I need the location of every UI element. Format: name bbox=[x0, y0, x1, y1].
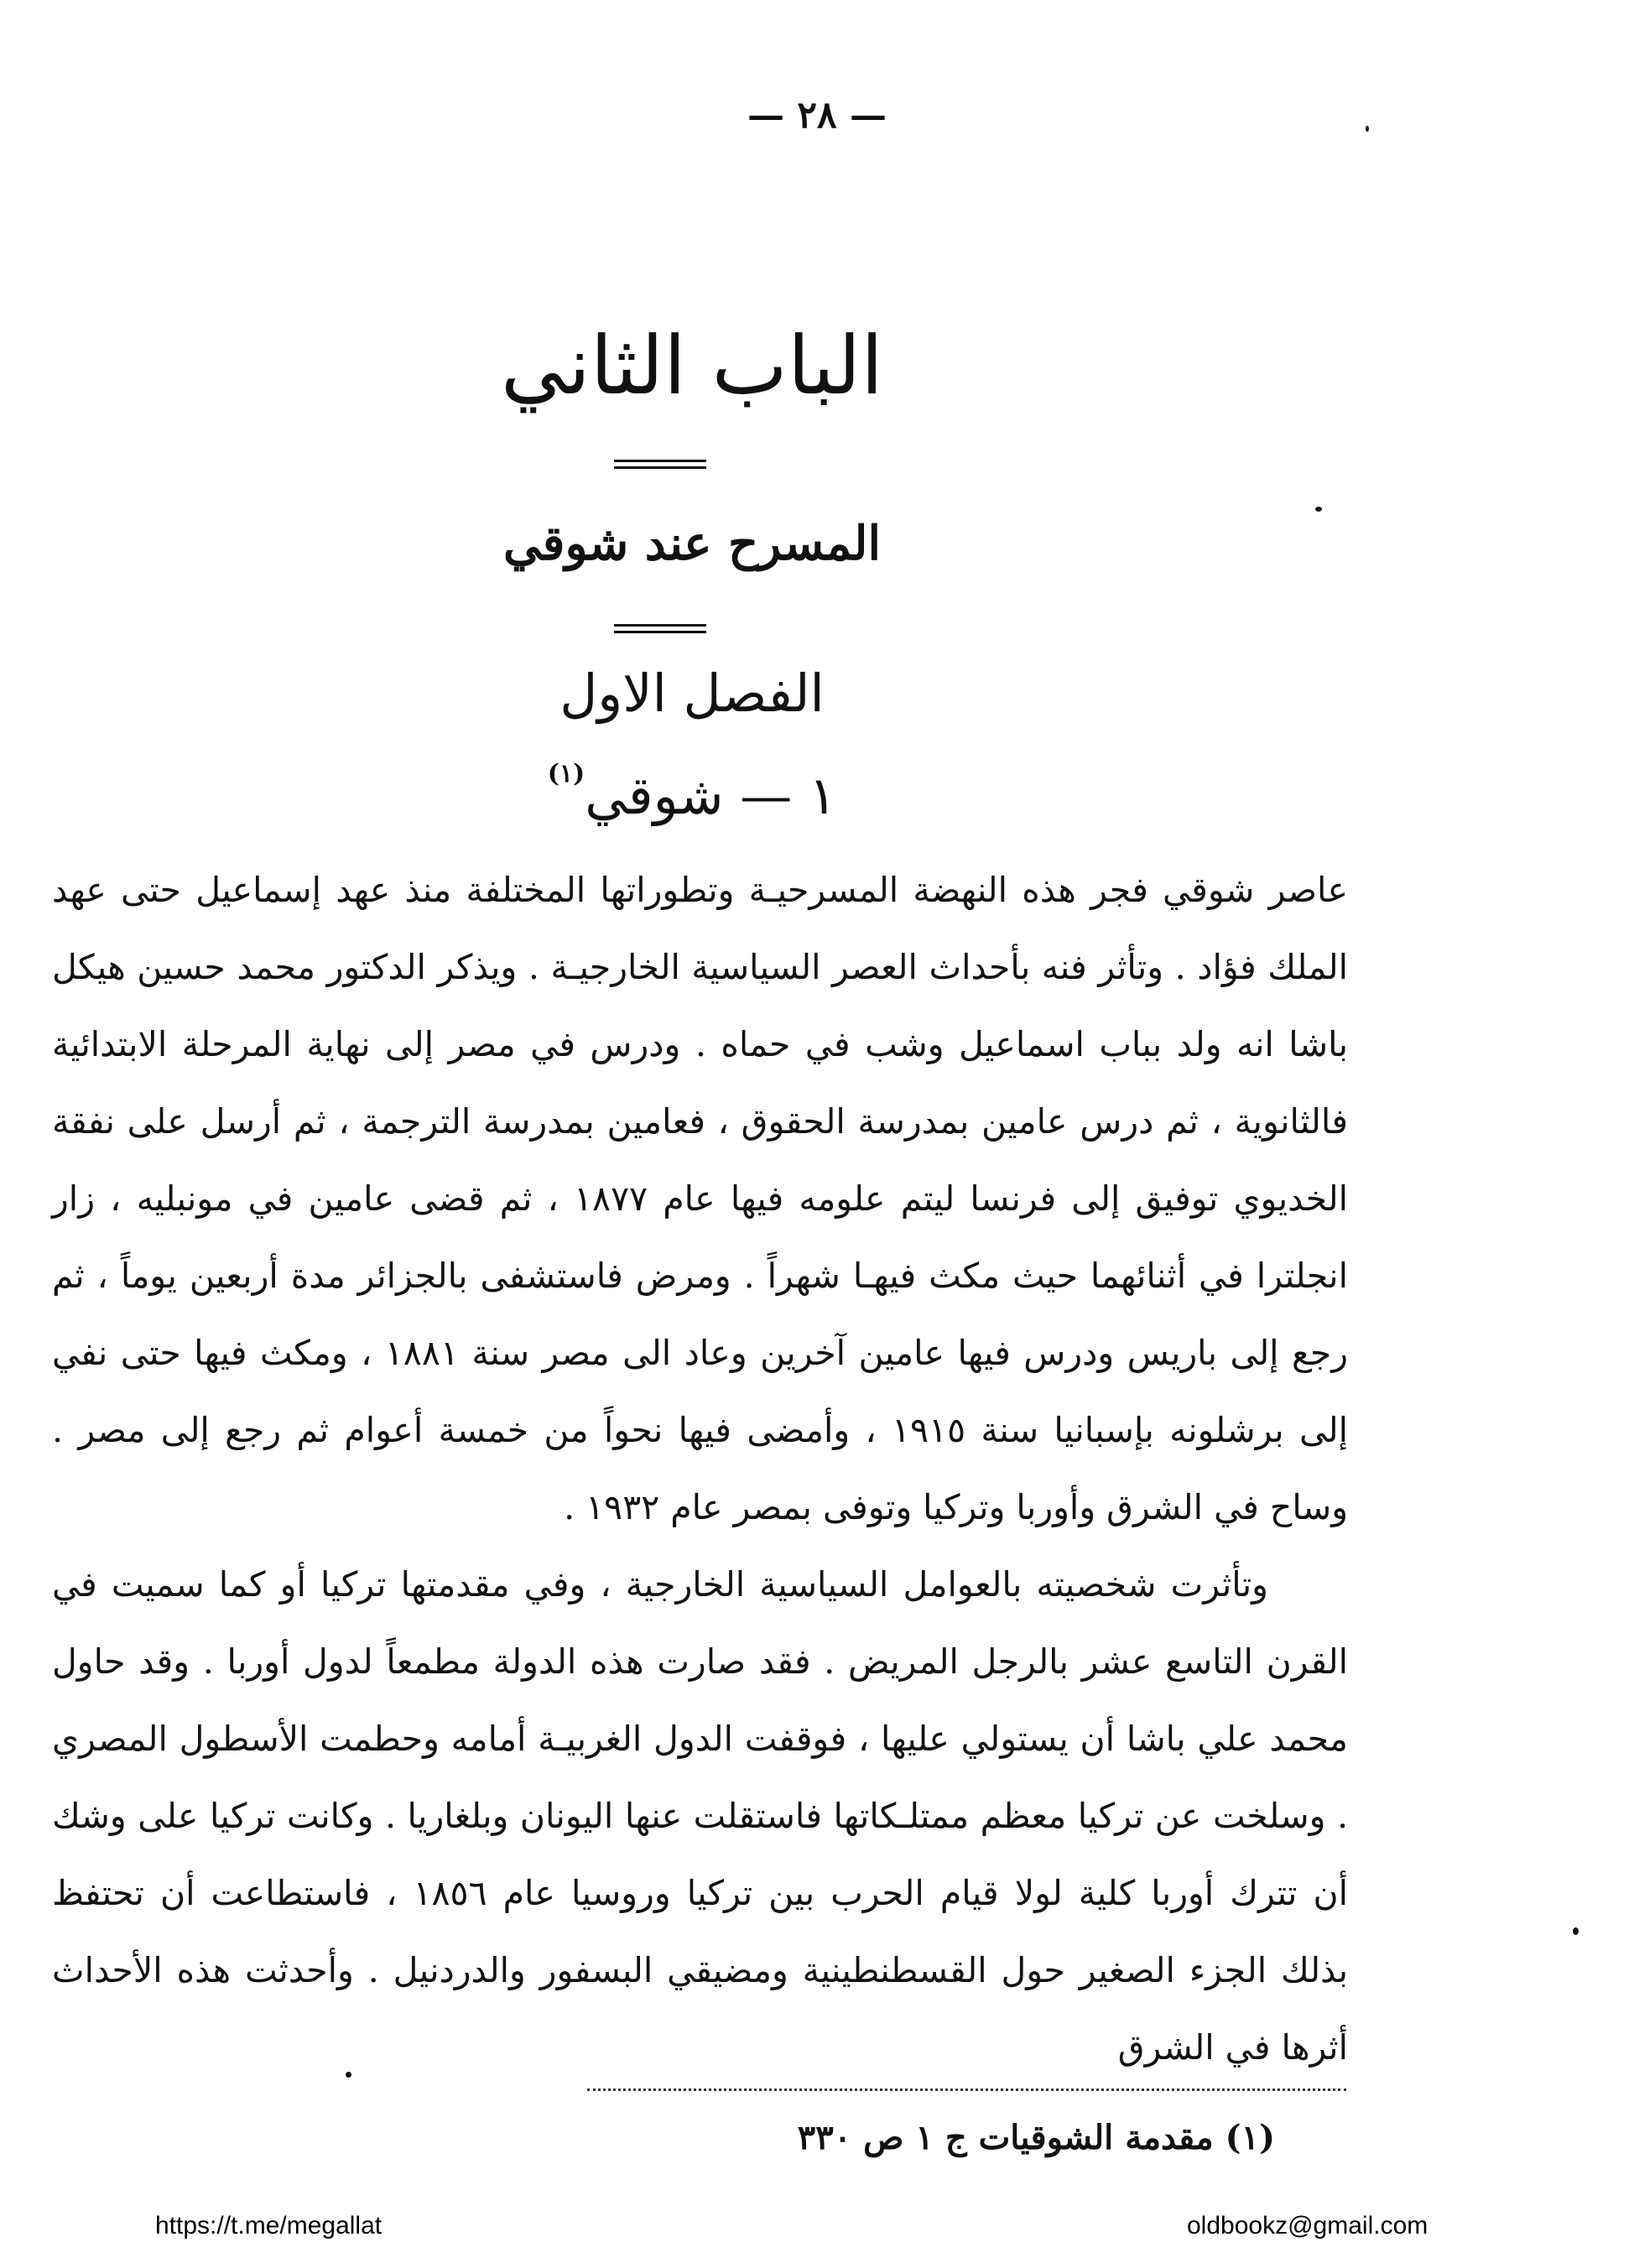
divider-rule bbox=[614, 624, 706, 627]
body-text bbox=[52, 851, 1348, 2086]
chapter-title: الباب الثاني bbox=[501, 319, 883, 413]
footnote-separator bbox=[587, 2089, 1346, 2091]
divider-rule bbox=[614, 466, 706, 469]
footnote: (١) مقدمة الشوقيات ج ١ ص ٣٣٠ bbox=[797, 2118, 1275, 2157]
numbered-heading-text: ١ — شوقي bbox=[585, 765, 837, 826]
divider-rule bbox=[614, 460, 706, 462]
paragraph: عاصر شوقي فجر هذه النهضة المسرحيـة وتطوراتها المختلفة منذ عهد إسماعيل حتى عهد الملك فؤاد . وتأثر فنه بأحداث العصر السياسية الخارجيـة . ويذكر الدكتور محمد حسين هيكل باشا انه ولد بباب اسماعيل وشب في حماه . ودرس في مصر إلى نهاية المرحلة الابتدائية فالثانوية ، ثم درس عامين بمدرسة الحقوق ، فعامين بمدرسة الترجمة ، ثم أرسل على نفقة الخديوي توفيق إلى فرنسا ليتم علومه فيها عام ١٨٧٧ ، ثم قضى عامين في مونبليه ، زار انجلترا في أثنائهما حيث مكث فيهـا شهراً . ومرض فاستشفى بالجزائر مدة أربعين يوماً ، ثم رجع إلى باريس ودرس فيها عامين آخرين وعاد الى مصر سنة ١٨٨١ ، ومكث فيها حتى نفي إلى برشلونه بإسبانيا سنة ١٩١٥ ، وأمضى فيها نحواً من خمسة أعوام ثم رجع إلى مصر . وساح في الشرق وأوربا وتركيا وتوفى بمصر عام ١٩٣٢ . bbox=[52, 870, 1349, 1527]
footer-link[interactable]: https://t.me/megallat bbox=[155, 2212, 382, 2239]
scan-speck bbox=[346, 2072, 351, 2078]
scan-speck bbox=[1315, 507, 1322, 512]
section-title: المسرح عند شوقي bbox=[503, 516, 881, 571]
numbered-heading bbox=[0, 759, 1384, 826]
footer-email[interactable]: oldbookz@gmail.com bbox=[1187, 2212, 1428, 2239]
footnote-marker: (١) bbox=[547, 759, 585, 788]
part-title: الفصل الاول bbox=[559, 663, 825, 724]
scan-speck bbox=[1573, 1927, 1579, 1935]
page-number: — ٢٨ — bbox=[747, 94, 887, 137]
divider-rule bbox=[614, 631, 706, 633]
scan-speck bbox=[1366, 126, 1369, 132]
paragraph: وتأثرت شخصيته بالعوامل السياسية الخارجية ، وفي مقدمتها تركيا أو كما سميت في القرن التاسع عشر بالرجل المريض . فقد صارت هذه الدولة مطمعاً لدول أوربا . وقد حاول محمد علي باشا أن يستولي عليها ، فوقفت الدول الغربيـة أمامه وحطمت الأسطول المصري . وسلخت عن تركيا معظم ممتلـكاتها فاستقلت عنها اليونان وبلغاريا . وكانت تركيا على وشك أن تترك أوربا كلية لولا قيام الحرب بين تركيا وروسيا عام ١٨٥٦ ، فاستطاعت أن تحتفظ بذلك الجزء الصغير حول القسطنطينية ومضيقي البسفور والدردنيل . وأحدثت هذه الأحداث أثرها في الشرق bbox=[52, 1564, 1348, 2068]
